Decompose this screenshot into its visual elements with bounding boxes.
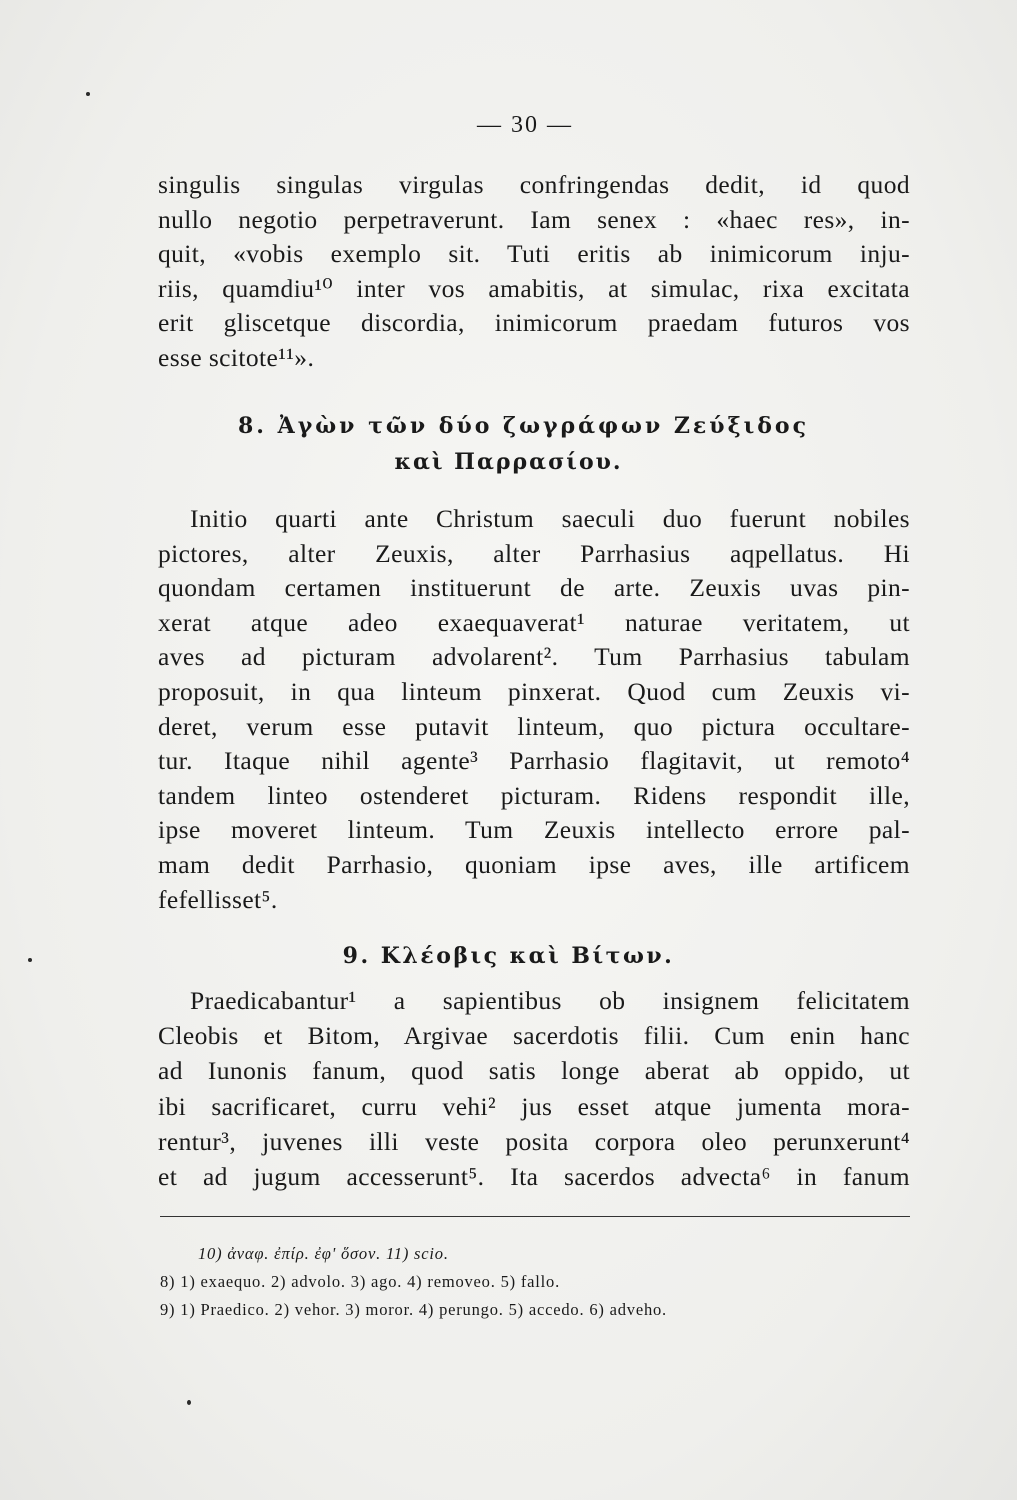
section-heading-8 xyxy=(0,408,1017,480)
text-line: nullo negotio perpetraverunt. Iam senex : «haec res», in- xyxy=(158,204,910,234)
text-line: et ad jugum accesserunt⁵. Ita sacerdos advecta⁶ in fanum xyxy=(158,1162,910,1192)
text-line: tandem linteo ostenderet picturam. Ridens respondit ille, xyxy=(158,780,910,810)
paragraph-cleobis-biton xyxy=(158,983,910,1194)
text-line: deret, verum esse putavit linteum, quo pictura occultare- xyxy=(158,711,910,741)
heading-line: 9. Κλέοβις καὶ Βίτων. xyxy=(342,943,675,969)
text-line: singulis singulas virgulas confringendas dedit, id quod xyxy=(158,170,910,199)
paragraph-continuation xyxy=(158,168,910,375)
footnote-line: 8) 1) exaequo. 2) advolo. 3) ago. 4) removeo. 5) fallo. xyxy=(160,1272,561,1291)
text-line: pictores, alter Zeuxis, alter Parrhasius aqpellatus. Hi xyxy=(158,538,910,568)
text-line: mam dedit Parrhasio, quoniam ipse aves, ille artificem xyxy=(158,849,910,879)
text-line: xerat atque adeo exaequaverat¹ naturae veritatem, ut xyxy=(158,607,910,637)
paragraph-zeuxis-parrhasius xyxy=(158,502,910,917)
text-line: Initio quarti ante Christum saeculi duo fuerunt nobiles xyxy=(190,504,910,533)
footnotes xyxy=(160,1240,910,1324)
footnote-line: 10) ἀναφ. ἐπίρ. ἐφ' ὅσον. 11) scio. xyxy=(198,1244,449,1263)
text-line: ipse moveret linteum. Tum Zeuxis intellecto errore pal- xyxy=(158,815,910,845)
heading-line: καὶ Παρρασίου. xyxy=(394,449,623,475)
text-line: ibi sacrificaret, curru vehi² jus esset atque jumenta mora- xyxy=(158,1091,910,1121)
text-line: proposuit, in qua linteum pinxerat. Quod cum Zeuxis vi- xyxy=(158,676,910,706)
section-heading-9 xyxy=(0,938,1017,974)
text-line: tur. Itaque nihil agente³ Parrhasio flagitavit, ut remoto⁴ xyxy=(158,746,910,776)
text-line: Praedicabantur¹ a sapientibus ob insignem felicitatem xyxy=(190,986,910,1015)
paper-speck xyxy=(187,1400,191,1405)
text-line: rentur³, juvenes illi veste posita corpora oleo perunxerunt⁴ xyxy=(158,1126,910,1156)
paper-speck xyxy=(86,92,90,96)
paper-speck xyxy=(28,958,32,962)
footnote-line: 9) 1) Praedico. 2) vehor. 3) moror. 4) perungo. 5) accedo. 6) adveho. xyxy=(160,1300,667,1319)
text-line: Cleobis et Bitom, Argivae sacerdotis filii. Cum enin hanc xyxy=(158,1021,910,1051)
heading-line: 8. Ἀγὼν τῶν δύο ζωγράφων Ζεύξιδος xyxy=(238,413,809,439)
text-line: fefellisset⁵. xyxy=(158,884,278,914)
text-line: aves ad picturam advolarent². Tum Parrhasius tabulam xyxy=(158,642,910,672)
text-line: quit, «vobis exemplo sit. Tuti eritis ab inimicorum inju- xyxy=(158,239,910,268)
text-line: quondam certamen instituerunt de arte. Zeuxis uvas pin- xyxy=(158,573,910,603)
footnote-divider xyxy=(160,1216,910,1217)
text-line: riis, quamdiu¹⁰ inter vos amabitis, at simulac, rixa excitata xyxy=(158,273,910,303)
text-line: ad Iunonis fanum, quod satis longe aberat ab oppido, ut xyxy=(158,1056,910,1086)
page-number: — 30 — xyxy=(477,112,573,138)
text-line: erit gliscetque discordia, inimicorum praedam futuros vos xyxy=(158,308,910,337)
text-line: esse scitote¹¹». xyxy=(158,342,315,372)
